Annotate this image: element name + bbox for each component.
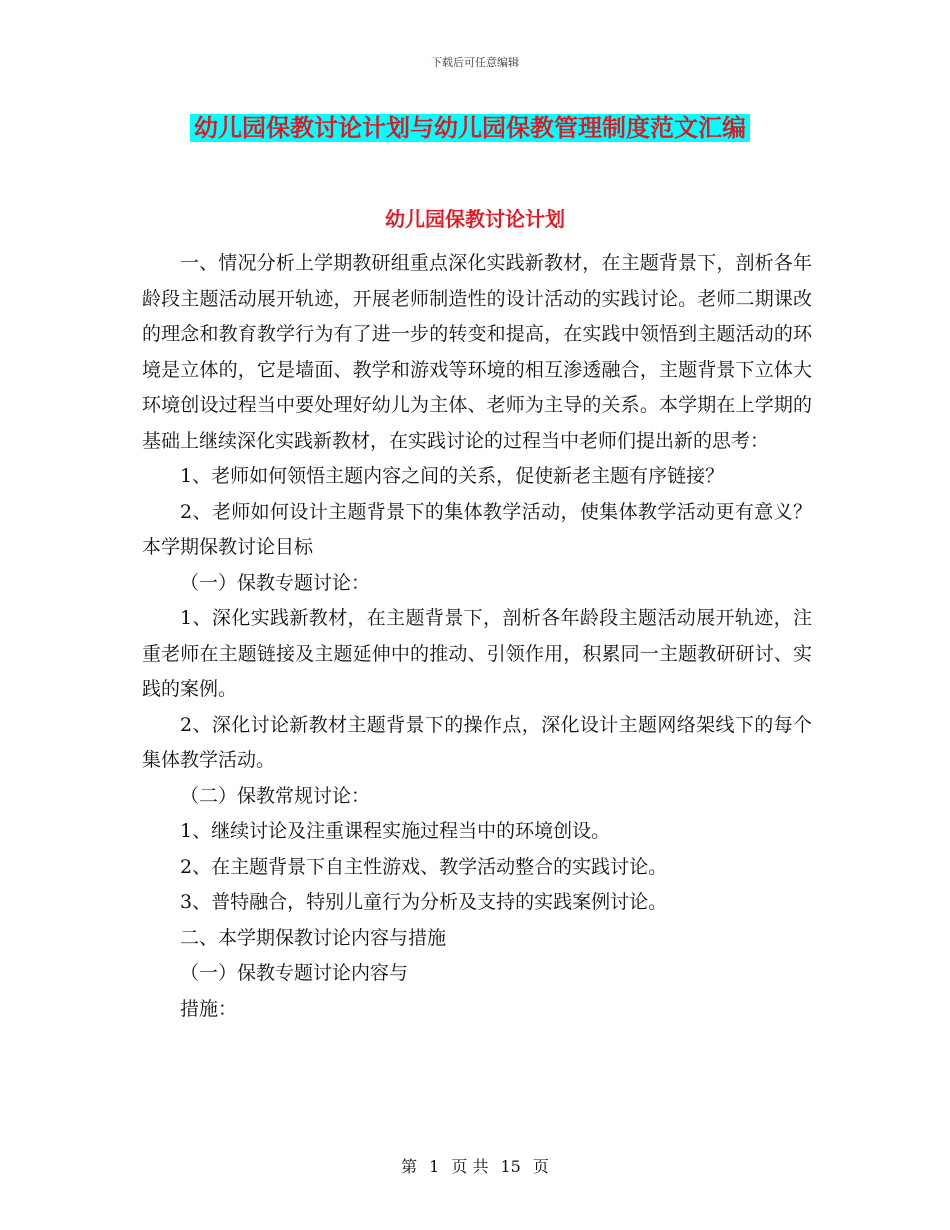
- paragraph-measures: 措施：: [180, 997, 238, 1020]
- footer-suffix: 页: [532, 1157, 549, 1176]
- paragraph-topic-2: 2、深化讨论新教材主题背景下的操作点，深化设计主题网络架线下的每个集体教学活动。: [142, 713, 812, 771]
- paragraph-subheading-content: （一）保教专题讨论内容与: [180, 962, 409, 984]
- paragraph-routine-2: 2、在主题背景下自主性游戏、教学活动整合的实践讨论。: [180, 855, 668, 878]
- paragraph-question-1: 1、老师如何领悟主题内容之间的关系，促使新老主题有序链接？: [180, 465, 725, 487]
- header-note: 下载后可任意编辑: [431, 56, 519, 69]
- document-body: [142, 246, 812, 1027]
- paragraph-routine-1: 1、继续讨论及注重课程实施过程当中的环境创设。: [180, 820, 611, 842]
- paragraph-section-two: 二、本学期保教讨论内容与措施: [180, 926, 447, 949]
- footer-page-number: 1: [429, 1157, 440, 1176]
- document-title-text: 幼儿园保教讨论计划与幼儿园保教管理制度范文汇编: [190, 114, 750, 142]
- paragraph-question-2: 2、老师如何设计主题背景下的集体教学活动，使集体教学活动更有意义？本学期保教讨论目标: [142, 500, 812, 558]
- footer-total-pages: 15: [500, 1157, 521, 1176]
- paragraph-routine-3: 3、普特融合，特别儿童行为分析及支持的实践案例讨论。: [180, 891, 668, 913]
- footer-prefix: 第: [401, 1157, 418, 1176]
- paragraph-topic-1: 1、深化实践新教材，在主题背景下，剖析各年龄段主题活动展开轨迹，注重老师在主题链接及主题延伸中的推动、引领作用，积累同一主题教研研讨、实践的案例。: [142, 607, 812, 700]
- paragraph-subheading-routine: （二）保教常规讨论：: [180, 784, 371, 807]
- section-title: 幼儿园保教讨论计划: [385, 207, 565, 231]
- paragraph-situation-analysis: 一、情况分析上学期教研组重点深化实践新教材，在主题背景下，剖析各年龄段主题活动展开轨迹，开展老师制造性的设计活动的实践讨论。老师二期课改的理念和教育教学行为有了进一步的转变和提高，在实践中领悟到主题活动的环境是立体的，它是墙面、教学和游戏等环境的相互渗透融合，主题背景下立体大环境创设过程当中要处理好幼儿为主体、老师为主导的关系。本学期在上学期的基础上继续深化实践新教材，在实践讨论的过程当中老师们提出新的思考：: [142, 252, 812, 452]
- document-title: [190, 112, 750, 144]
- footer-middle: 页 共: [451, 1157, 489, 1176]
- page-footer: [0, 1154, 950, 1177]
- paragraph-subheading-topics: （一）保教专题讨论：: [180, 571, 371, 594]
